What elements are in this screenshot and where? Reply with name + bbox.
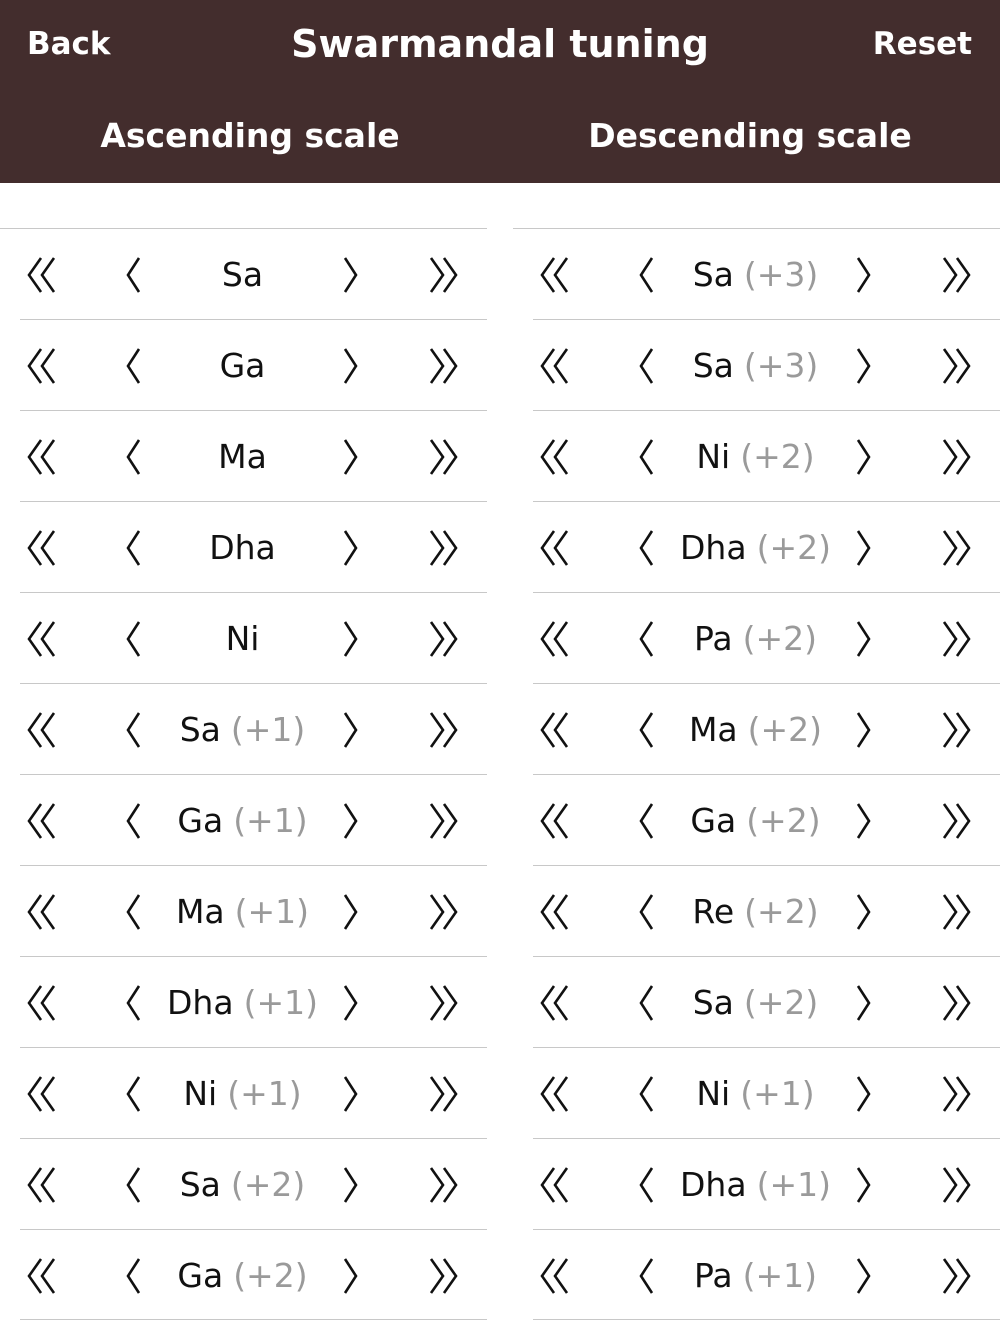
chevron-right-icon — [853, 438, 873, 476]
chevron-double-left-icon — [26, 529, 58, 567]
chevron-double-left-icon — [539, 802, 571, 840]
chevron-double-right-icon — [940, 984, 972, 1022]
note-name: Dha — [680, 1165, 747, 1204]
note-up-button[interactable] — [833, 1230, 893, 1321]
chevron-double-right-icon — [940, 893, 972, 931]
octave-down-button[interactable] — [12, 866, 72, 957]
chevron-double-left-icon — [539, 984, 571, 1022]
tuning-row — [20, 774, 487, 865]
chevron-double-left-icon — [539, 1075, 571, 1113]
octave-up-button[interactable] — [413, 502, 473, 593]
chevron-right-icon — [340, 438, 360, 476]
note-label — [150, 502, 335, 593]
note-label — [150, 229, 335, 320]
note-up-button[interactable] — [320, 866, 380, 957]
chevron-double-right-icon — [427, 256, 459, 294]
octave-up-button[interactable] — [413, 957, 473, 1048]
chevron-double-left-icon — [26, 984, 58, 1022]
tuning-row — [20, 1047, 487, 1138]
note-up-button[interactable] — [320, 1048, 380, 1139]
octave-offset: (+1) — [243, 983, 318, 1022]
chevron-double-left-icon — [539, 1166, 571, 1204]
octave-down-button[interactable] — [525, 229, 585, 320]
octave-up-button[interactable] — [926, 1230, 986, 1321]
chevron-left-icon — [637, 347, 657, 385]
tuning-row — [533, 865, 1000, 956]
tuning-row — [533, 1047, 1000, 1138]
note-up-button[interactable] — [833, 411, 893, 502]
octave-down-button[interactable] — [12, 684, 72, 775]
octave-offset: (+2) — [747, 710, 823, 749]
chevron-right-icon — [340, 893, 360, 931]
octave-up-button[interactable] — [413, 593, 473, 684]
note-label — [150, 411, 335, 502]
tuning-row — [20, 683, 487, 774]
chevron-right-icon — [853, 529, 873, 567]
octave-up-button[interactable] — [413, 1230, 473, 1321]
note-label — [150, 684, 335, 775]
tuning-row — [513, 228, 1000, 319]
octave-down-button[interactable] — [525, 1230, 585, 1321]
note-name: Ga — [219, 346, 266, 385]
note-up-button[interactable] — [833, 502, 893, 593]
chevron-double-left-icon — [539, 711, 571, 749]
chevron-left-icon — [124, 529, 144, 567]
octave-down-button[interactable] — [12, 411, 72, 502]
note-up-button[interactable] — [320, 957, 380, 1048]
chevron-right-icon — [340, 1257, 360, 1295]
note-label — [663, 1230, 848, 1321]
chevron-right-icon — [853, 1166, 873, 1204]
note-up-button[interactable] — [833, 957, 893, 1048]
chevron-right-icon — [853, 1075, 873, 1113]
tuning-row — [533, 1229, 1000, 1320]
note-label — [663, 229, 848, 320]
chevron-double-left-icon — [26, 893, 58, 931]
tuning-row — [533, 956, 1000, 1047]
octave-offset: (+2) — [233, 1256, 308, 1295]
ascending-scale-list — [0, 228, 487, 1320]
chevron-right-icon — [853, 711, 873, 749]
chevron-left-icon — [124, 984, 144, 1022]
octave-up-button[interactable] — [413, 1139, 473, 1230]
octave-down-button[interactable] — [525, 866, 585, 957]
chevron-right-icon — [340, 802, 360, 840]
octave-up-button[interactable] — [926, 229, 986, 320]
chevron-right-icon — [853, 347, 873, 385]
chevron-left-icon — [637, 711, 657, 749]
note-label — [663, 775, 848, 866]
note-name: Ni — [696, 437, 731, 476]
chevron-double-right-icon — [427, 893, 459, 931]
note-name: Ma — [688, 710, 738, 749]
note-label — [663, 320, 848, 411]
note-name: Ni — [225, 619, 260, 658]
note-name: Sa — [179, 710, 221, 749]
note-label — [150, 1048, 335, 1139]
tuning-row — [533, 319, 1000, 410]
note-label — [150, 1230, 335, 1321]
tuning-row — [20, 319, 487, 410]
tuning-row — [20, 501, 487, 592]
chevron-double-left-icon — [26, 802, 58, 840]
note-up-button[interactable] — [833, 593, 893, 684]
octave-up-button[interactable] — [926, 775, 986, 866]
chevron-left-icon — [124, 347, 144, 385]
chevron-double-left-icon — [26, 256, 58, 294]
chevron-double-left-icon — [26, 1166, 58, 1204]
tuning-row — [20, 410, 487, 501]
octave-down-button[interactable] — [12, 1230, 72, 1321]
chevron-double-right-icon — [427, 984, 459, 1022]
chevron-double-left-icon — [26, 711, 58, 749]
note-label — [663, 1139, 848, 1230]
tuning-row — [20, 1229, 487, 1320]
note-name: Sa — [692, 983, 734, 1022]
note-up-button[interactable] — [320, 1230, 380, 1321]
octave-up-button[interactable] — [413, 320, 473, 411]
octave-up-button[interactable] — [413, 1048, 473, 1139]
octave-up-button[interactable] — [926, 502, 986, 593]
octave-offset: (+2) — [756, 528, 831, 567]
chevron-left-icon — [124, 620, 144, 658]
note-up-button[interactable] — [320, 775, 380, 866]
note-up-button[interactable] — [833, 866, 893, 957]
chevron-left-icon — [637, 438, 657, 476]
chevron-double-right-icon — [940, 438, 972, 476]
octave-up-button[interactable] — [413, 411, 473, 502]
reset-button[interactable]: Reset — [872, 26, 972, 62]
octave-down-button[interactable] — [12, 229, 72, 320]
chevron-double-right-icon — [940, 620, 972, 658]
chevron-double-right-icon — [940, 1257, 972, 1295]
note-label — [150, 320, 335, 411]
note-name: Sa — [221, 255, 264, 294]
chevron-double-left-icon — [539, 1257, 571, 1295]
octave-up-button[interactable] — [926, 411, 986, 502]
chevron-double-right-icon — [940, 802, 972, 840]
chevron-left-icon — [637, 1075, 657, 1113]
note-label — [150, 1139, 335, 1230]
chevron-left-icon — [124, 438, 144, 476]
chevron-right-icon — [340, 620, 360, 658]
octave-down-button[interactable] — [12, 957, 72, 1048]
note-name: Pa — [693, 619, 733, 658]
octave-down-button[interactable] — [12, 1048, 72, 1139]
chevron-double-left-icon — [539, 893, 571, 931]
tuning-row — [533, 410, 1000, 501]
tuning-row — [20, 956, 487, 1047]
chevron-double-right-icon — [427, 347, 459, 385]
note-up-button[interactable] — [320, 229, 380, 320]
octave-offset: (+1) — [756, 1165, 831, 1204]
chevron-left-icon — [124, 711, 144, 749]
chevron-right-icon — [853, 802, 873, 840]
chevron-right-icon — [340, 1075, 360, 1113]
note-label — [150, 593, 335, 684]
chevron-right-icon — [853, 1257, 873, 1295]
chevron-left-icon — [637, 984, 657, 1022]
octave-up-button[interactable] — [413, 775, 473, 866]
ascending-scale-header: Ascending scale — [100, 116, 400, 155]
chevron-right-icon — [340, 529, 360, 567]
octave-down-button[interactable] — [12, 502, 72, 593]
chevron-left-icon — [124, 802, 144, 840]
octave-up-button[interactable] — [413, 866, 473, 957]
note-up-button[interactable] — [320, 320, 380, 411]
note-name: Sa — [692, 346, 734, 385]
octave-down-button[interactable] — [525, 1048, 585, 1139]
tuning-row — [20, 1138, 487, 1229]
octave-up-button[interactable] — [926, 593, 986, 684]
chevron-double-right-icon — [427, 529, 459, 567]
octave-up-button[interactable] — [926, 1139, 986, 1230]
chevron-left-icon — [124, 1075, 144, 1113]
chevron-right-icon — [340, 711, 360, 749]
octave-up-button[interactable] — [926, 1048, 986, 1139]
octave-offset: (+1) — [230, 710, 306, 749]
chevron-left-icon — [637, 529, 657, 567]
chevron-double-left-icon — [26, 1257, 58, 1295]
tuning-row — [20, 592, 487, 683]
note-name: Ga — [177, 801, 224, 840]
tuning-row — [533, 683, 1000, 774]
note-name: Ga — [690, 801, 737, 840]
note-up-button[interactable] — [833, 775, 893, 866]
chevron-right-icon — [340, 1166, 360, 1204]
chevron-double-right-icon — [427, 1166, 459, 1204]
octave-offset: (+2) — [230, 1165, 306, 1204]
note-name: Ga — [177, 1256, 224, 1295]
tuning-row — [533, 1138, 1000, 1229]
chevron-right-icon — [853, 256, 873, 294]
note-label — [150, 775, 335, 866]
octave-offset: (+2) — [742, 619, 818, 658]
octave-offset: (+2) — [746, 801, 821, 840]
chevron-double-right-icon — [427, 1257, 459, 1295]
note-label — [663, 502, 848, 593]
note-label — [150, 957, 335, 1048]
note-label — [663, 1048, 848, 1139]
octave-down-button[interactable] — [525, 411, 585, 502]
descending-scale-header: Descending scale — [588, 116, 912, 155]
octave-offset: (+1) — [234, 892, 310, 931]
chevron-right-icon — [340, 256, 360, 294]
octave-down-button[interactable] — [525, 957, 585, 1048]
chevron-right-icon — [853, 984, 873, 1022]
note-name: Dha — [167, 983, 234, 1022]
octave-down-button[interactable] — [525, 684, 585, 775]
chevron-left-icon — [637, 1166, 657, 1204]
tuning-row — [533, 592, 1000, 683]
chevron-left-icon — [124, 1166, 144, 1204]
note-up-button[interactable] — [833, 1139, 893, 1230]
octave-down-button[interactable] — [12, 1139, 72, 1230]
octave-offset: (+3) — [743, 346, 819, 385]
octave-offset: (+1) — [742, 1256, 818, 1295]
chevron-double-left-icon — [26, 438, 58, 476]
chevron-left-icon — [124, 1257, 144, 1295]
note-label — [663, 866, 848, 957]
note-name: Ni — [183, 1074, 218, 1113]
octave-down-button[interactable] — [525, 320, 585, 411]
octave-down-button[interactable] — [525, 775, 585, 866]
chevron-right-icon — [853, 893, 873, 931]
octave-up-button[interactable] — [926, 866, 986, 957]
note-name: Dha — [680, 528, 747, 567]
chevron-double-right-icon — [940, 347, 972, 385]
chevron-left-icon — [637, 256, 657, 294]
note-up-button[interactable] — [320, 502, 380, 593]
chevron-double-right-icon — [427, 438, 459, 476]
chevron-double-right-icon — [940, 1075, 972, 1113]
note-name: Ma — [218, 437, 267, 476]
octave-up-button[interactable] — [926, 320, 986, 411]
note-up-button[interactable] — [320, 1139, 380, 1230]
octave-up-button[interactable] — [926, 957, 986, 1048]
chevron-double-right-icon — [427, 1075, 459, 1113]
page-title: Swarmandal tuning — [291, 22, 709, 66]
chevron-double-right-icon — [427, 620, 459, 658]
octave-offset: (+3) — [743, 255, 819, 294]
chevron-double-left-icon — [26, 1075, 58, 1113]
octave-offset: (+2) — [744, 892, 819, 931]
chevron-double-left-icon — [26, 620, 58, 658]
note-up-button[interactable] — [320, 411, 380, 502]
octave-up-button[interactable] — [413, 229, 473, 320]
octave-offset: (+2) — [743, 983, 819, 1022]
octave-down-button[interactable] — [525, 593, 585, 684]
octave-offset: (+1) — [233, 801, 308, 840]
chevron-left-icon — [637, 620, 657, 658]
note-name: Sa — [692, 255, 734, 294]
note-label — [663, 957, 848, 1048]
chevron-double-left-icon — [539, 256, 571, 294]
octave-up-button[interactable] — [926, 684, 986, 775]
note-label — [663, 593, 848, 684]
chevron-left-icon — [124, 256, 144, 294]
tuning-row — [533, 774, 1000, 865]
descending-scale-list — [513, 228, 1000, 1320]
octave-down-button[interactable] — [525, 1139, 585, 1230]
chevron-double-left-icon — [539, 529, 571, 567]
note-up-button[interactable] — [833, 320, 893, 411]
note-up-button[interactable] — [833, 1048, 893, 1139]
octave-offset: (+1) — [740, 1074, 815, 1113]
chevron-double-right-icon — [940, 1166, 972, 1204]
tuning-row — [20, 865, 487, 956]
note-up-button[interactable] — [833, 229, 893, 320]
chevron-double-left-icon — [26, 347, 58, 385]
chevron-double-right-icon — [427, 802, 459, 840]
octave-offset: (+1) — [227, 1074, 302, 1113]
octave-down-button[interactable] — [12, 320, 72, 411]
note-name: Pa — [693, 1256, 733, 1295]
note-up-button[interactable] — [320, 684, 380, 775]
octave-down-button[interactable] — [525, 502, 585, 593]
note-name: Dha — [209, 528, 276, 567]
octave-down-button[interactable] — [12, 593, 72, 684]
note-up-button[interactable] — [833, 684, 893, 775]
octave-down-button[interactable] — [12, 775, 72, 866]
nav-header — [0, 0, 1000, 183]
chevron-double-left-icon — [539, 620, 571, 658]
note-label — [663, 411, 848, 502]
tuning-row — [533, 501, 1000, 592]
back-button[interactable]: Back — [27, 26, 111, 62]
chevron-right-icon — [340, 347, 360, 385]
chevron-left-icon — [637, 802, 657, 840]
chevron-double-right-icon — [940, 711, 972, 749]
octave-up-button[interactable] — [413, 684, 473, 775]
note-label — [663, 684, 848, 775]
note-name: Re — [692, 892, 735, 931]
note-name: Ma — [175, 892, 225, 931]
chevron-left-icon — [637, 893, 657, 931]
note-name: Sa — [179, 1165, 221, 1204]
chevron-double-right-icon — [940, 529, 972, 567]
chevron-left-icon — [124, 893, 144, 931]
note-name: Ni — [696, 1074, 731, 1113]
note-up-button[interactable] — [320, 593, 380, 684]
chevron-right-icon — [853, 620, 873, 658]
tuning-row — [0, 228, 487, 319]
chevron-right-icon — [340, 984, 360, 1022]
chevron-left-icon — [637, 1257, 657, 1295]
chevron-double-left-icon — [539, 438, 571, 476]
chevron-double-right-icon — [427, 711, 459, 749]
chevron-double-left-icon — [539, 347, 571, 385]
chevron-double-right-icon — [940, 256, 972, 294]
octave-offset: (+2) — [740, 437, 815, 476]
note-label — [150, 866, 335, 957]
